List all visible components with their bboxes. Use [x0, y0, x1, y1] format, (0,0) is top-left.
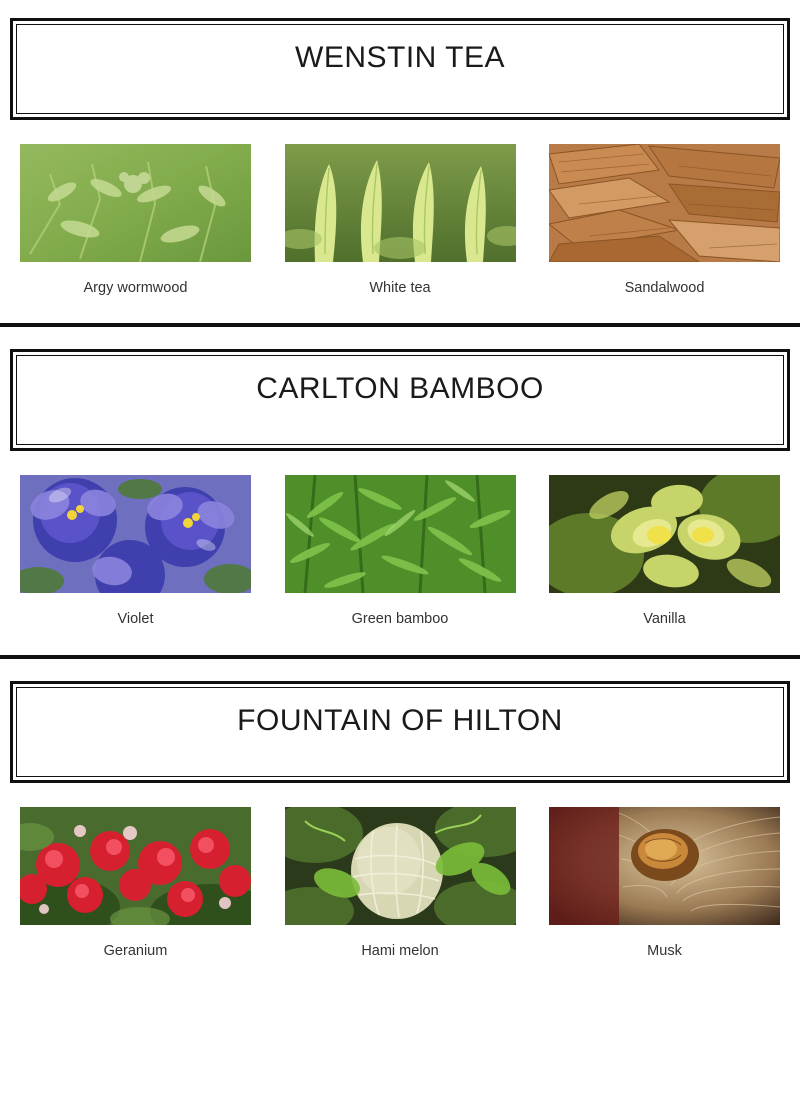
section-title-inner [16, 24, 784, 114]
section-fountain-of-hilton [0, 659, 800, 960]
ingredient-card[interactable] [285, 144, 516, 297]
ingredient-label: Musk [647, 942, 682, 959]
section-carlton-bamboo [0, 327, 800, 658]
ingredient-label: Geranium [103, 942, 168, 959]
section-title-inner [16, 687, 784, 777]
violet-photo [20, 475, 251, 593]
section-title-box [10, 681, 790, 783]
ingredient-label: Green bamboo [351, 611, 449, 628]
ingredient-card[interactable] [549, 475, 780, 628]
section-wenstin-tea [0, 0, 800, 327]
section-title: WENSTIN TEA [295, 41, 505, 74]
ingredient-card-list [0, 451, 800, 628]
argy-wormwood-photo [20, 144, 251, 262]
ingredient-card[interactable] [20, 475, 251, 628]
geranium-photo [20, 807, 251, 925]
ingredient-card[interactable] [20, 144, 251, 297]
ingredient-label: White tea [369, 280, 431, 296]
ingredient-card-list [0, 783, 800, 960]
green-bamboo-photo [285, 475, 516, 593]
ingredient-card-list [0, 120, 800, 297]
musk-photo [549, 807, 780, 925]
ingredient-label: Vanilla [643, 611, 686, 628]
ingredient-label: Hami melon [361, 942, 439, 959]
ingredient-card[interactable] [549, 807, 780, 960]
ingredient-label: Argy wormwood [83, 280, 188, 296]
ingredient-card[interactable] [549, 144, 780, 297]
ingredient-label: Violet [117, 611, 154, 628]
ingredient-card[interactable] [20, 807, 251, 960]
section-title: FOUNTAIN OF HILTON [237, 703, 563, 737]
ingredient-card[interactable] [285, 807, 516, 960]
section-title: CARLTON BAMBOO [256, 372, 544, 406]
ingredient-label: Sandalwood [624, 280, 705, 296]
ingredient-card[interactable] [285, 475, 516, 628]
section-title-inner [16, 355, 784, 445]
vanilla-photo [549, 475, 780, 593]
sandalwood-photo [549, 144, 780, 262]
section-title-box [10, 18, 790, 120]
white-tea-photo [285, 144, 516, 262]
section-title-box [10, 349, 790, 451]
hami-melon-photo [285, 807, 516, 925]
